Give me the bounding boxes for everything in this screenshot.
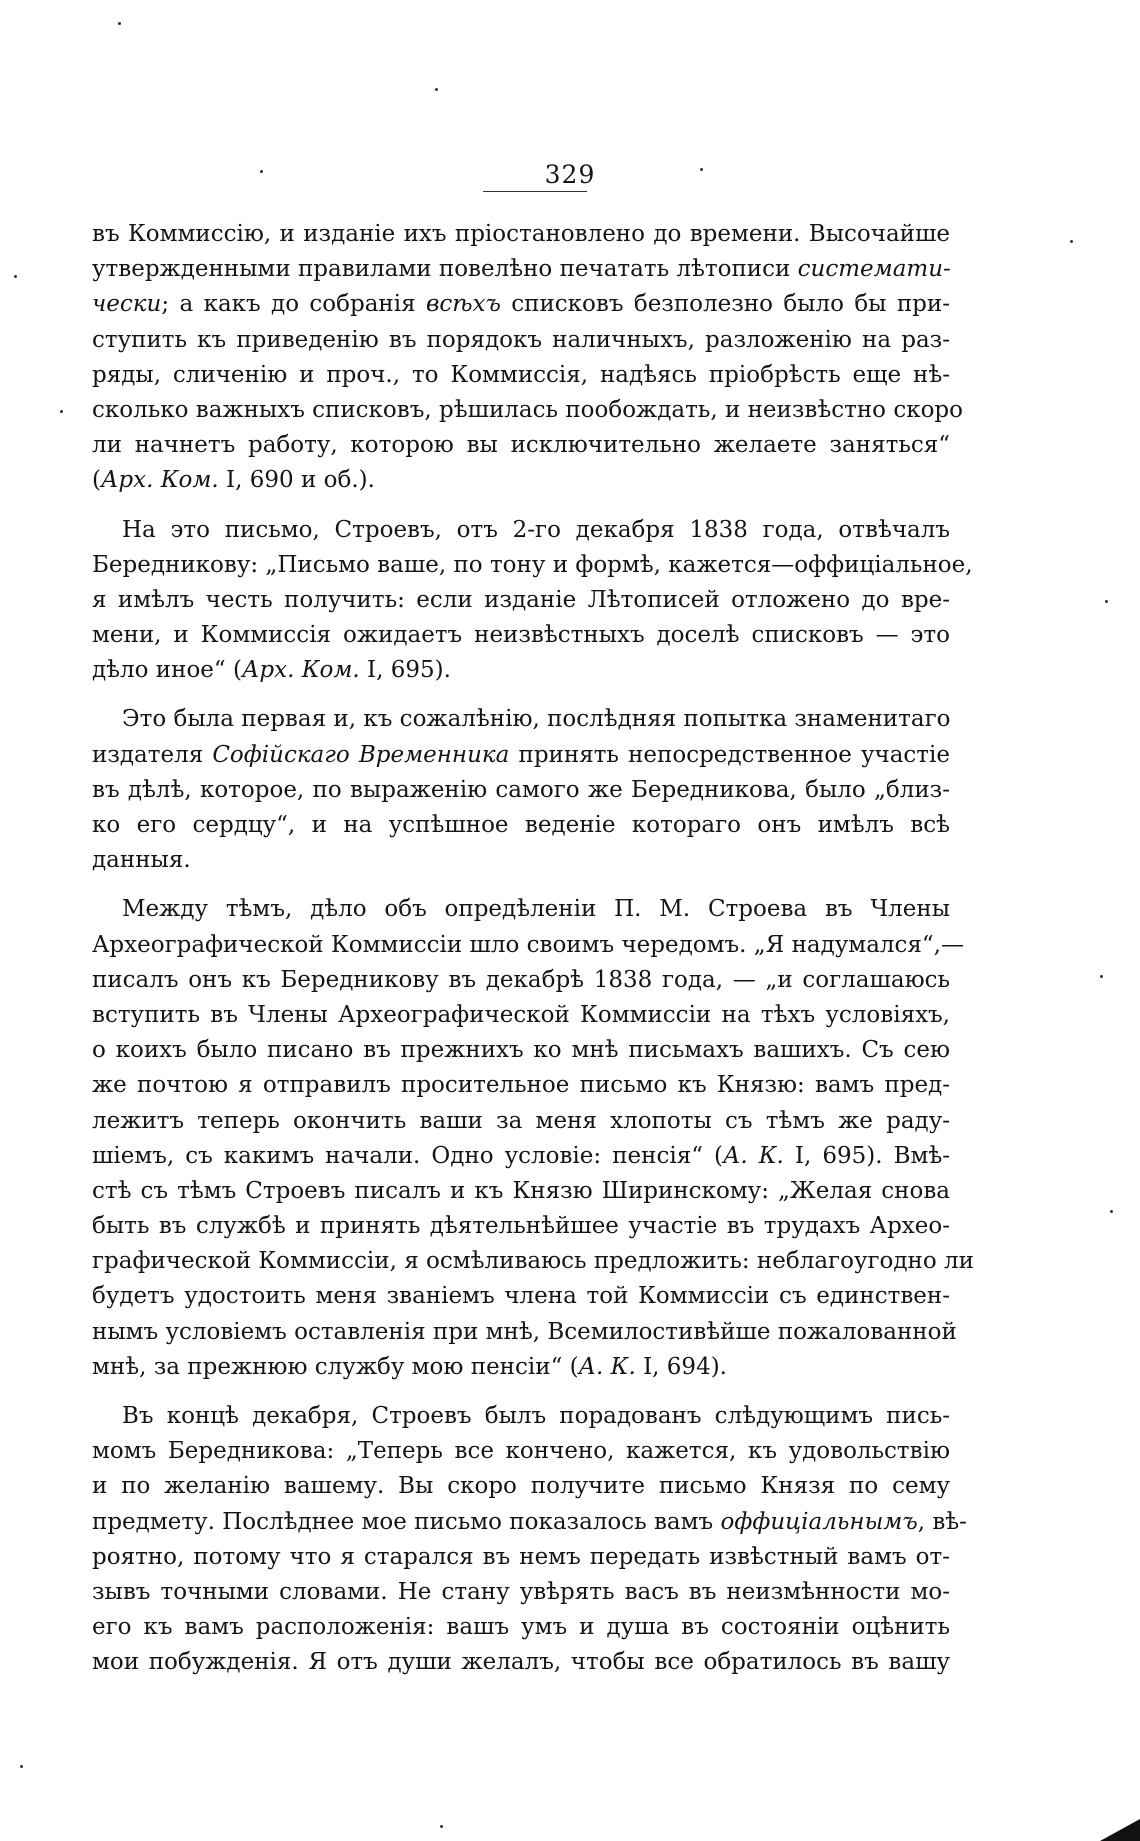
scan-speck (14, 275, 17, 278)
text-line (92, 1104, 950, 1139)
page-number: 329 (544, 160, 596, 189)
text-run: предмету. Послѣднее мое письмо показалось вамъ (92, 1508, 721, 1535)
text-line (92, 287, 950, 322)
text-run: же почтою я отправилъ просительное письмо къ Князю: вамъ пред- (92, 1072, 950, 1099)
paragraph-gap (92, 688, 950, 702)
text-run: роятно, потому что я старался въ немъ передать извѣстный вамъ от- (92, 1543, 950, 1570)
text-run: I, 694). (635, 1353, 727, 1380)
scan-speck (1105, 600, 1108, 603)
text-line (92, 1434, 950, 1469)
italic-text: А. К. (722, 1142, 784, 1169)
text-run: утвержденными правилами повелѣно печатать лѣтописи (92, 256, 798, 283)
text-run: писалъ онъ къ Бередникову въ декабрѣ 1838 года, — „и соглашаюсь (92, 966, 950, 993)
italic-text: оффиціальнымъ (720, 1508, 918, 1535)
text-line (92, 808, 950, 843)
text-line (92, 1505, 967, 1540)
text-line (92, 1645, 950, 1680)
scan-speck (700, 168, 703, 171)
text-line (92, 393, 963, 428)
scan-speck (20, 1765, 23, 1768)
text-line (92, 1469, 950, 1504)
text-line (92, 843, 950, 878)
text-line (92, 928, 964, 963)
text-line (92, 998, 950, 1033)
text-line (92, 463, 950, 498)
text-line (92, 738, 950, 773)
text-run: издателя (92, 741, 213, 768)
text-run: Бередникову: „Письмо ваше, по тону и формѣ, кажется—оффиціальное, (92, 551, 973, 578)
text-line (92, 1315, 957, 1350)
text-run: мои побужденія. Я отъ души желалъ, чтобы все обратилось въ вашу (92, 1649, 950, 1676)
text-line (92, 513, 950, 548)
paragraph-gap (92, 1385, 950, 1399)
text-line (92, 1279, 950, 1314)
italic-text: Софійскаго Временника (212, 741, 510, 768)
text-run: I, 695). Вмѣ- (783, 1142, 951, 1169)
text-run: сколько важныхъ списковъ, рѣшилась пообождать, и неизвѣстно скоро (92, 396, 963, 423)
scan-speck (260, 170, 263, 173)
text-run: и по желанію вашему. Вы скоро получите письмо Князя по сему (92, 1473, 950, 1500)
text-run: въ Коммиссію, и изданіе ихъ пріостановлено до времени. Высочайше (92, 221, 950, 247)
text-run: I, 690 и об.). (218, 467, 375, 494)
text-line (92, 1540, 950, 1575)
text-line (92, 252, 950, 287)
text-run: лежитъ теперь окончить ваши за меня хлопоты съ тѣмъ же раду- (92, 1107, 950, 1134)
text-run: шіемъ, съ какимъ начали. Одно условіе: пенсія“ ( (92, 1142, 723, 1169)
text-line (92, 1244, 974, 1279)
text-run: Между тѣмъ, дѣло объ опредѣленіи П. М. Строева въ Члены (122, 896, 950, 923)
text-run: Это была первая и, къ сожалѣнію, послѣдняя попытка знаменитаго (122, 706, 951, 733)
text-run: ли начнетъ работу, которою вы исключительно желаете заняться“ (92, 432, 950, 459)
text-run: ( (92, 467, 101, 494)
text-run: нымъ условіемъ оставленія при мнѣ, Всемилостивѣйше пожалованной (92, 1318, 957, 1345)
page-number-rule (483, 191, 587, 192)
scan-speck (440, 1825, 443, 1828)
text-run: будетъ удостоить меня званіемъ члена той Коммиссіи съ единствен- (92, 1283, 950, 1310)
italic-text: чески (92, 291, 162, 318)
text-run: графической Коммиссіи, я осмѣливаюсь предложить: неблагоугодно ли (92, 1248, 974, 1275)
text-run: , вѣ- (917, 1508, 967, 1535)
text-run: вступить въ Члены Археографической Коммиссіи на тѣхъ условіяхъ, (92, 1001, 950, 1028)
text-run: I, 695). (359, 657, 451, 684)
text-run: Въ концѣ декабря, Строевъ былъ порадованъ слѣдующимъ пись- (122, 1403, 950, 1429)
text-run: ко его сердцу“, и на успѣшное веденіе котораго онъ имѣлъ всѣ (92, 812, 950, 838)
text-run: ; а какъ до собранія (161, 291, 426, 318)
scan-speck (435, 88, 438, 91)
italic-text: Арх. Ком. (100, 467, 219, 494)
text-line (92, 1174, 950, 1209)
main-text (92, 217, 974, 1681)
text-run: принять непосредственное участіе (509, 741, 950, 768)
italic-text: А. К. (578, 1353, 636, 1380)
text-run: мени, и Коммиссія ожидаетъ неизвѣстныхъ доселѣ списковъ — это (92, 622, 950, 649)
text-line (92, 1575, 950, 1610)
text-run: я имѣлъ честь получить: если изданіе Лѣтописей отложено до вре- (92, 586, 950, 613)
text-line (92, 1209, 950, 1244)
text-line (92, 1033, 950, 1068)
text-line (92, 892, 950, 927)
text-run: списковъ безполезно было бы при- (500, 291, 951, 318)
text-line (92, 653, 950, 688)
scan-speck (60, 410, 63, 413)
text-line (92, 1399, 950, 1434)
scan-speck (1110, 1210, 1113, 1213)
text-run: момъ Бередникова: „Теперь все кончено, кажется, къ удовольствію (92, 1438, 950, 1465)
text-line (92, 1610, 950, 1645)
italic-text: Арх. Ком. (241, 657, 360, 684)
text-line (92, 618, 950, 653)
scan-speck (118, 22, 121, 25)
text-line (92, 963, 950, 998)
text-line (92, 358, 950, 393)
scan-speck (1070, 240, 1073, 243)
italic-text: всѣхъ (426, 291, 501, 318)
text-run: данныя. (92, 847, 191, 874)
scan-corner-mark (1100, 1819, 1140, 1841)
text-run: На это письмо, Строевъ, отъ 2-го декабря 1838 года, отвѣчалъ (122, 516, 950, 543)
text-run: стѣ съ тѣмъ Строевъ писалъ и къ Князю Ширинскому: „Желая снова (92, 1177, 950, 1204)
text-line (92, 1139, 950, 1174)
paragraph-gap (92, 878, 950, 892)
text-line (92, 323, 950, 358)
scan-speck (1100, 975, 1103, 978)
text-run: въ дѣлѣ, которое, по выраженію самого же Бередникова, было „близ- (92, 776, 950, 803)
text-line (92, 1350, 950, 1385)
text-run: его къ вамъ расположенія: вашъ умъ и душа въ состояніи оцѣнить (92, 1614, 950, 1641)
text-run: мнѣ, за прежнюю службу мою пенсіи“ ( (92, 1353, 579, 1380)
text-run: зывъ точными словами. Не стану увѣрять васъ въ неизмѣнности мо- (92, 1578, 950, 1605)
text-line (92, 428, 950, 463)
text-run: о коихъ было писано въ прежнихъ ко мнѣ письмахъ вашихъ. Съ сею (92, 1037, 950, 1064)
text-line (92, 217, 950, 252)
text-line (92, 702, 950, 737)
text-run: ступить къ приведенію въ порядокъ наличныхъ, разложенію на раз- (92, 326, 950, 353)
text-run: быть въ службѣ и принять дѣятельнѣйшее участіе въ трудахъ Архео- (92, 1213, 950, 1240)
text-run: Археографической Коммиссіи шло своимъ чередомъ. „Я надумался“,— (92, 931, 964, 958)
text-line (92, 583, 950, 618)
text-line (92, 773, 950, 808)
italic-text: системати- (797, 256, 951, 283)
text-run: дѣло иное“ ( (92, 657, 242, 684)
text-line (92, 548, 973, 583)
paragraph-gap (92, 499, 950, 513)
text-run: ряды, сличенію и проч., то Коммиссія, надѣясь пріобрѣсть еще нѣ- (92, 361, 950, 388)
text-line (92, 1068, 950, 1103)
